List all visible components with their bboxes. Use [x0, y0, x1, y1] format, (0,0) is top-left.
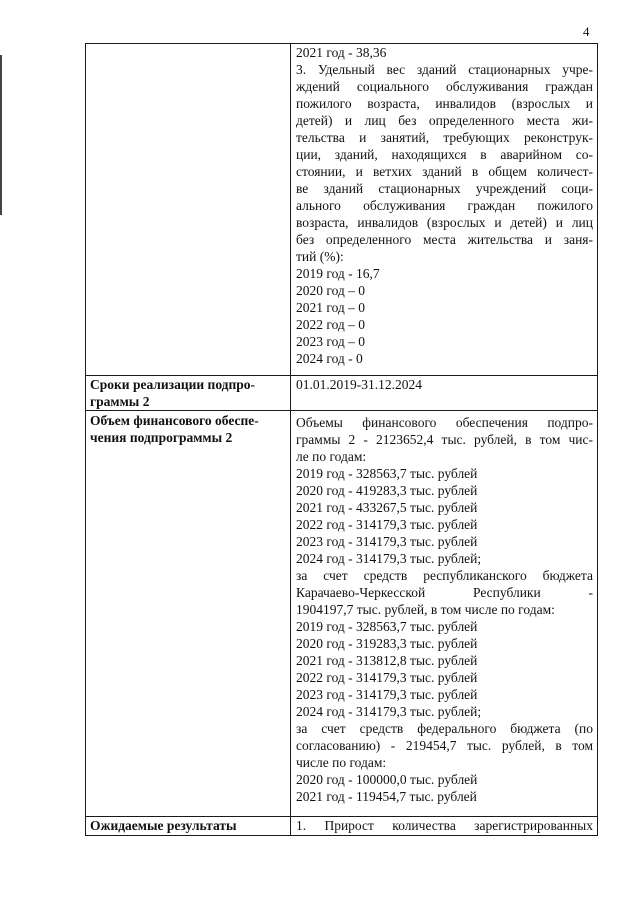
- cell-timeframe-value: [291, 376, 598, 411]
- federal-2021: 2021 год - 119454,7 тыс. рублей: [296, 789, 477, 804]
- page-number: 4: [583, 24, 590, 39]
- cell-left-empty: [86, 44, 291, 376]
- year-value-2020: 2020 год – 0: [296, 283, 366, 298]
- cell-results-label: [86, 817, 291, 836]
- text-line: ции, зданий, находящихся в аварийном со-: [296, 147, 593, 162]
- text-line: 3. Удельный вес зданий стационарных учре-: [296, 62, 593, 77]
- label-line: граммы 2: [90, 394, 150, 409]
- funding-2023: 2023 год - 314179,3 тыс. рублей: [296, 534, 478, 549]
- federal-2020: 2020 год - 100000,0 тыс. рублей: [296, 772, 478, 787]
- text-line: числе по годам:: [296, 755, 387, 770]
- funding-2020: 2020 год - 419283,3 тыс. рублей: [296, 483, 478, 498]
- text-line: ждений социального обслуживания граждан: [296, 79, 593, 94]
- cell-timeframe-label: [86, 376, 291, 411]
- text-line: 1. Прирост количества зарегистрированных: [296, 818, 593, 833]
- funding-2019: 2019 год - 328563,7 тыс. рублей: [296, 466, 478, 481]
- text-line: стоянии, и ветхих зданий в общем количест-: [296, 164, 593, 179]
- label-line: Ожидаемые результаты: [90, 818, 237, 833]
- text-line: тельства и занятий, требующих реконструк-: [296, 130, 593, 145]
- cell-results-value: [291, 817, 598, 836]
- regional-2022: 2022 год - 314179,3 тыс. рублей: [296, 670, 478, 685]
- label-line: чения подпрограммы 2: [90, 430, 233, 445]
- text-line: ле по годам:: [296, 449, 367, 464]
- funding-2024: 2024 год - 314179,3 тыс. рублей;: [296, 551, 482, 566]
- date-range: 01.01.2019-31.12.2024: [296, 377, 422, 392]
- cell-funding-label: [86, 411, 291, 817]
- text-line: граммы 2 - 2123652,4 тыс. рублей, в том чис-: [296, 432, 593, 447]
- scan-edge-mark: [0, 55, 2, 215]
- text-line: согласованию) - 219454,7 тыс. рублей, в том: [296, 738, 593, 753]
- regional-2021: 2021 год - 313812,8 тыс. рублей: [296, 653, 478, 668]
- label-line: Сроки реализации подпро-: [90, 377, 256, 392]
- funding-2021: 2021 год - 433267,5 тыс. рублей: [296, 500, 478, 515]
- table-row-funding: [86, 411, 598, 817]
- text-line: детей) и лиц без определенного места жи-: [296, 113, 593, 128]
- table-row-timeframe: [86, 376, 598, 411]
- text-line: возраста, инвалидов (взрослых и детей) и лиц: [296, 215, 593, 230]
- table-row-results: [86, 817, 598, 836]
- year-value-2022: 2022 год – 0: [296, 317, 366, 332]
- cell-indicator-values: [291, 44, 598, 376]
- text-line: Объемы финансового обеспечения подпро-: [296, 415, 593, 430]
- text-line: ве зданий стационарных учреждений соци-: [296, 181, 593, 196]
- label-line: Объем финансового обеспе-: [90, 413, 259, 428]
- text-line: ального обслуживания граждан пожилого: [296, 198, 593, 213]
- regional-2020: 2020 год - 319283,3 тыс. рублей: [296, 636, 478, 651]
- text-line: без определенного места жительства и заня-: [296, 232, 593, 247]
- year-value-2024: 2024 год - 0: [296, 351, 363, 366]
- year-value-2019: 2019 год - 16,7: [296, 266, 380, 281]
- year-value-2021: 2021 год – 0: [296, 300, 366, 315]
- text-line: 1904197,7 тыс. рублей, в том числе по годам:: [296, 602, 555, 617]
- table-row-indicator-3: [86, 44, 598, 376]
- text-line: за счет средств республиканского бюджета: [296, 568, 593, 583]
- text-line: пожилого возраста, инвалидов (взрослых и: [296, 96, 593, 111]
- funding-2022: 2022 год - 314179,3 тыс. рублей: [296, 517, 478, 532]
- text-line: тий (%):: [296, 249, 344, 264]
- passport-table: [85, 43, 598, 836]
- year-value-2023: 2023 год – 0: [296, 334, 366, 349]
- regional-2019: 2019 год - 328563,7 тыс. рублей: [296, 619, 478, 634]
- regional-2023: 2023 год - 314179,3 тыс. рублей: [296, 687, 478, 702]
- text-line: Карачаево-Черкесской Республики -: [296, 585, 593, 600]
- text-line: за счет средств федерального бюджета (по: [296, 721, 593, 736]
- cell-funding-values: [291, 411, 598, 817]
- text-line: 2021 год - 38,36: [296, 45, 387, 60]
- regional-2024: 2024 год - 314179,3 тыс. рублей;: [296, 704, 482, 719]
